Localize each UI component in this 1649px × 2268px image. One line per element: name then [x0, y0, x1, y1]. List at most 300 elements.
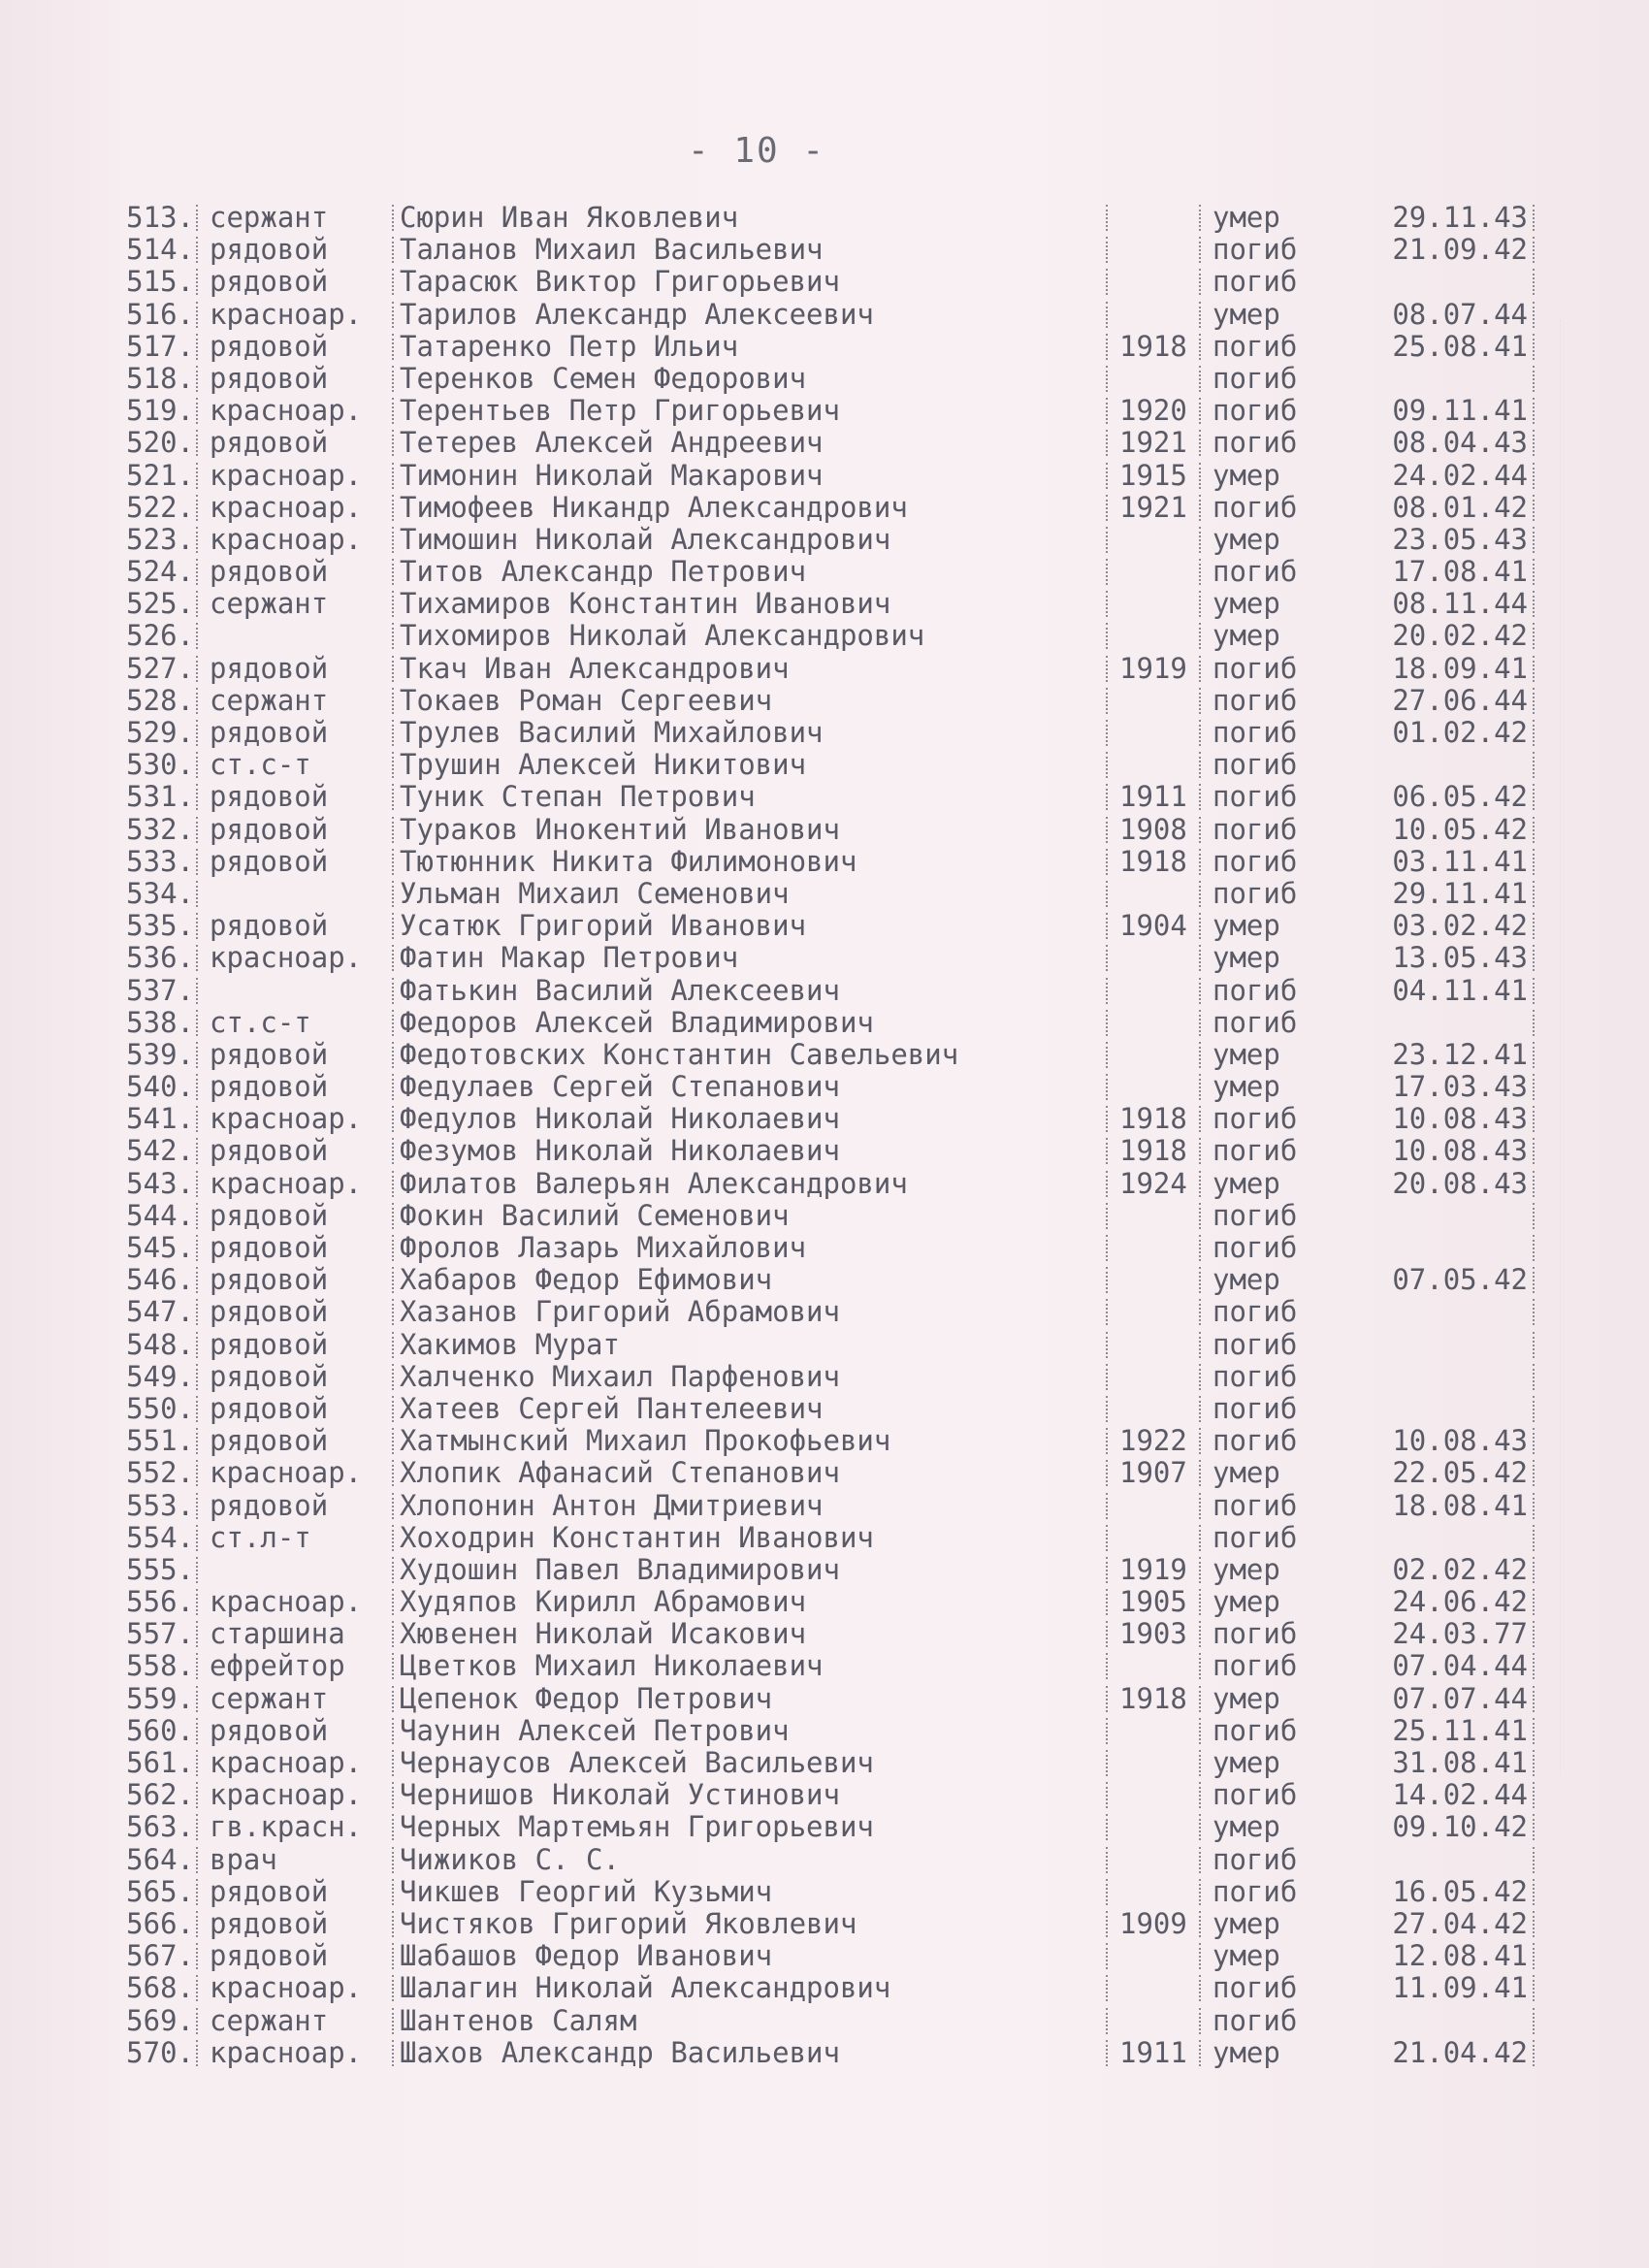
column-separator [1199, 881, 1201, 907]
list-row [0, 1457, 1649, 1489]
row-date: 04.11.41 [1392, 973, 1528, 1007]
list-row [0, 878, 1649, 910]
row-number: 539. [126, 1037, 194, 1071]
column-separator [1199, 1428, 1201, 1454]
column-separator [1106, 1525, 1108, 1551]
column-separator [1533, 1299, 1535, 1325]
casualty-list [0, 202, 1649, 2069]
row-status: погиб [1212, 329, 1298, 363]
column-separator [392, 1975, 394, 2001]
row-birth-year: 1919 [1119, 1552, 1187, 1586]
column-separator [1106, 1010, 1108, 1036]
column-separator [1106, 495, 1108, 521]
row-status: умер [1212, 201, 1280, 234]
column-separator [1199, 591, 1201, 617]
row-rank: ст.л-т [210, 1520, 311, 1554]
row-number: 534. [126, 876, 194, 910]
row-number: 515. [126, 265, 194, 299]
column-separator [1533, 1042, 1535, 1068]
column-separator [392, 752, 394, 778]
column-separator [1199, 334, 1201, 360]
column-separator [392, 784, 394, 810]
column-separator [1199, 302, 1201, 328]
row-number: 517. [126, 329, 194, 363]
column-separator [1199, 1138, 1201, 1164]
row-status: погиб [1212, 973, 1298, 1007]
row-rank: рядовой [210, 1037, 329, 1071]
row-rank: красноар. [210, 1746, 363, 1779]
column-separator [1199, 237, 1201, 263]
column-separator [1106, 1138, 1108, 1164]
list-row [0, 1554, 1649, 1586]
column-separator [1533, 1686, 1535, 1712]
row-number: 528. [126, 683, 194, 717]
column-separator [1199, 1010, 1201, 1036]
row-status: погиб [1212, 1134, 1298, 1168]
column-separator [1106, 527, 1108, 553]
row-birth-year: 1905 [1119, 1585, 1187, 1619]
row-date: 17.08.41 [1392, 555, 1528, 589]
row-name: Теренков Семен Федорович [400, 361, 807, 395]
column-separator [1106, 1782, 1108, 1808]
column-separator [1199, 527, 1201, 553]
column-separator [392, 1847, 394, 1873]
row-number: 513. [126, 201, 194, 234]
column-separator [392, 1653, 394, 1679]
list-row [0, 846, 1649, 878]
column-separator [392, 398, 394, 424]
row-number: 536. [126, 941, 194, 975]
row-rank: красноар. [210, 490, 363, 524]
list-row [0, 1007, 1649, 1039]
row-name: Усатюк Григорий Иванович [400, 909, 807, 943]
row-rank: сержант [210, 2003, 329, 2037]
column-separator [392, 1396, 394, 1422]
column-separator [196, 1203, 198, 1229]
row-status: погиб [1212, 1617, 1298, 1651]
list-row [0, 1103, 1649, 1135]
column-separator [392, 2008, 394, 2034]
row-number: 530. [126, 748, 194, 782]
row-status: погиб [1212, 1359, 1298, 1393]
column-separator [196, 302, 198, 328]
column-separator [196, 1975, 198, 2001]
column-separator [1106, 1653, 1108, 1679]
row-birth-year: 1911 [1119, 2035, 1187, 2069]
row-status: погиб [1212, 1842, 1298, 1876]
column-separator [1199, 1879, 1201, 1905]
row-status: погиб [1212, 1327, 1298, 1361]
row-name: Тихомиров Николай Александрович [400, 619, 925, 653]
list-row [0, 1425, 1649, 1457]
column-separator [392, 656, 394, 682]
row-rank: красноар. [210, 1166, 363, 1200]
column-separator [1106, 1718, 1108, 1744]
row-number: 546. [126, 1263, 194, 1297]
column-separator [1199, 1621, 1201, 1647]
column-separator [1106, 1814, 1108, 1840]
row-number: 544. [126, 1198, 194, 1232]
column-separator [1533, 463, 1535, 489]
row-status: погиб [1212, 1005, 1298, 1039]
list-row [0, 717, 1649, 749]
column-separator [196, 1106, 198, 1132]
column-separator [392, 1621, 394, 1647]
row-date: 20.02.42 [1392, 619, 1528, 653]
column-separator [196, 1010, 198, 1036]
list-row [0, 1940, 1649, 1972]
column-separator [1199, 1557, 1201, 1583]
column-separator [1533, 1203, 1535, 1229]
column-separator [1106, 591, 1108, 617]
row-rank: красноар. [210, 2035, 363, 2069]
row-status: погиб [1212, 1424, 1298, 1458]
column-separator [1533, 430, 1535, 456]
column-separator [196, 784, 198, 810]
list-row [0, 1683, 1649, 1715]
column-separator [1106, 1106, 1108, 1132]
row-date: 29.11.43 [1392, 201, 1528, 234]
column-separator [1106, 269, 1108, 295]
column-separator [1533, 1557, 1535, 1583]
row-name: Чернишов Николай Устинович [400, 1778, 840, 1812]
column-separator [196, 1074, 198, 1100]
column-separator [1533, 1879, 1535, 1905]
column-separator [1533, 1396, 1535, 1422]
row-name: Тимонин Николай Макарович [400, 458, 824, 492]
column-separator [1533, 237, 1535, 263]
row-status: умер [1212, 458, 1280, 492]
list-row [0, 234, 1649, 266]
column-separator [392, 463, 394, 489]
column-separator [1533, 1171, 1535, 1197]
column-separator [392, 881, 394, 907]
list-row [0, 1811, 1649, 1843]
column-separator [196, 978, 198, 1004]
row-rank: рядовой [210, 1295, 329, 1329]
column-separator [1533, 1718, 1535, 1744]
column-separator [1106, 1911, 1108, 1937]
column-separator [392, 623, 394, 649]
column-separator [392, 1879, 394, 1905]
page-number: - 10 - [687, 131, 826, 171]
column-separator [1199, 1814, 1201, 1840]
list-row [0, 331, 1649, 363]
row-date: 24.03.77 [1392, 1617, 1528, 1651]
row-name: Федоров Алексей Владимирович [400, 1005, 874, 1039]
column-separator [1199, 495, 1201, 521]
list-row [0, 1715, 1649, 1747]
row-status: погиб [1212, 1778, 1298, 1812]
column-separator [1106, 1235, 1108, 1261]
row-status: погиб [1212, 812, 1298, 846]
column-separator [1533, 1814, 1535, 1840]
column-separator [196, 1621, 198, 1647]
list-row [0, 1039, 1649, 1071]
row-name: Хоходрин Константин Иванович [400, 1520, 874, 1554]
column-separator [1533, 1428, 1535, 1454]
row-status: погиб [1212, 361, 1298, 395]
row-rank: рядовой [210, 555, 329, 589]
column-separator [392, 1364, 394, 1390]
row-number: 566. [126, 1906, 194, 1940]
column-separator [1106, 2040, 1108, 2066]
column-separator [1533, 1074, 1535, 1100]
column-separator [1199, 1782, 1201, 1808]
column-separator [1199, 1364, 1201, 1390]
column-separator [1533, 881, 1535, 907]
column-separator [1106, 849, 1108, 875]
column-separator [1533, 1106, 1535, 1132]
column-separator [1199, 1171, 1201, 1197]
column-separator [1106, 720, 1108, 746]
column-separator [196, 1525, 198, 1551]
row-number: 519. [126, 394, 194, 428]
row-date: 14.02.44 [1392, 1778, 1528, 1812]
row-name: Фезумов Николай Николаевич [400, 1134, 840, 1168]
row-rank: рядовой [210, 1424, 329, 1458]
row-status: умер [1212, 1585, 1280, 1619]
row-name: Терентьев Петр Григорьевич [400, 394, 840, 428]
column-separator [1533, 1975, 1535, 2001]
row-birth-year: 1921 [1119, 426, 1187, 460]
row-date: 21.04.42 [1392, 2035, 1528, 2069]
row-name: Трулев Василий Михайлович [400, 716, 824, 749]
column-separator [1199, 1975, 1201, 2001]
row-rank: рядовой [210, 716, 329, 749]
list-row [0, 942, 1649, 974]
row-date: 23.12.41 [1392, 1037, 1528, 1071]
column-separator [196, 527, 198, 553]
row-status: погиб [1212, 265, 1298, 299]
column-separator [1533, 688, 1535, 714]
row-name: Тихамиров Константин Иванович [400, 587, 891, 621]
row-rank: гв.красн. [210, 1810, 363, 1844]
list-row [0, 524, 1649, 556]
row-status: умер [1212, 1746, 1280, 1779]
column-separator [1106, 1621, 1108, 1647]
column-separator [392, 559, 394, 585]
column-separator [196, 688, 198, 714]
row-status: погиб [1212, 651, 1298, 685]
column-separator [196, 2008, 198, 2034]
row-date: 08.07.44 [1392, 297, 1528, 331]
column-separator [1199, 656, 1201, 682]
row-rank: рядовой [210, 329, 329, 363]
row-date: 24.06.42 [1392, 1585, 1528, 1619]
list-row [0, 556, 1649, 588]
row-rank: рядовой [210, 1359, 329, 1393]
column-separator [1106, 398, 1108, 424]
row-rank: рядовой [210, 651, 329, 685]
column-separator [392, 527, 394, 553]
row-date: 09.11.41 [1392, 394, 1528, 428]
row-date: 24.02.44 [1392, 458, 1528, 492]
column-separator [392, 720, 394, 746]
list-row [0, 1232, 1649, 1264]
row-rank: красноар. [210, 1456, 363, 1490]
row-rank: рядовой [210, 1263, 329, 1297]
column-separator [1199, 1460, 1201, 1486]
column-separator [1106, 1879, 1108, 1905]
column-separator [1199, 1074, 1201, 1100]
row-date: 10.08.43 [1392, 1424, 1528, 1458]
list-row [0, 266, 1649, 298]
column-separator [1533, 1653, 1535, 1679]
column-separator [196, 720, 198, 746]
row-number: 518. [126, 361, 194, 395]
column-separator [392, 913, 394, 939]
row-number: 547. [126, 1295, 194, 1329]
row-date: 18.08.41 [1392, 1488, 1528, 1522]
row-number: 557. [126, 1617, 194, 1651]
column-separator [196, 2040, 198, 2066]
column-separator [196, 1138, 198, 1164]
row-rank: рядовой [210, 1713, 329, 1747]
column-separator [1106, 1267, 1108, 1293]
column-separator [1106, 1589, 1108, 1615]
row-number: 545. [126, 1231, 194, 1264]
row-name: Цветков Михаил Николаевич [400, 1649, 824, 1683]
row-status: умер [1212, 1681, 1280, 1715]
row-birth-year: 1921 [1119, 490, 1187, 524]
row-rank: рядовой [210, 1134, 329, 1168]
row-status: погиб [1212, 2003, 1298, 2037]
column-separator [1199, 1943, 1201, 1969]
row-birth-year: 1918 [1119, 1681, 1187, 1715]
row-rank: ст.с-т [210, 1005, 311, 1039]
row-number: 529. [126, 716, 194, 749]
column-separator [1106, 1750, 1108, 1776]
row-rank: красноар. [210, 297, 363, 331]
column-separator [1106, 752, 1108, 778]
row-status: погиб [1212, 1391, 1298, 1425]
row-rank: старшина [210, 1617, 345, 1651]
column-separator [1106, 559, 1108, 585]
column-separator [196, 463, 198, 489]
column-separator [1106, 430, 1108, 456]
list-row [0, 1135, 1649, 1167]
column-separator [1106, 334, 1108, 360]
column-separator [1106, 1975, 1108, 2001]
row-date: 16.05.42 [1392, 1874, 1528, 1908]
row-date: 07.05.42 [1392, 1263, 1528, 1297]
column-separator [1533, 2040, 1535, 2066]
row-rank: рядовой [210, 1906, 329, 1940]
column-separator [1199, 1847, 1201, 1873]
row-rank: сержант [210, 1681, 329, 1715]
row-birth-year: 1909 [1119, 1906, 1187, 1940]
row-rank: рядовой [210, 780, 329, 814]
row-number: 527. [126, 651, 194, 685]
row-status: погиб [1212, 1102, 1298, 1136]
column-separator [1533, 1589, 1535, 1615]
column-separator [196, 495, 198, 521]
column-separator [1106, 237, 1108, 263]
row-rank: рядовой [210, 1231, 329, 1264]
row-name: Тимошин Николай Александрович [400, 522, 891, 556]
column-separator [196, 269, 198, 295]
row-name: Худяпов Кирилл Абрамович [400, 1585, 807, 1619]
row-name: Тютюнник Никита Филимонович [400, 844, 857, 878]
row-name: Шабашов Федор Иванович [400, 1939, 773, 1973]
column-separator [392, 1171, 394, 1197]
column-separator [1533, 1847, 1535, 1873]
row-number: 567. [126, 1939, 194, 1973]
column-separator [1199, 559, 1201, 585]
column-separator [392, 1106, 394, 1132]
row-date: 23.05.43 [1392, 522, 1528, 556]
row-rank: ефрейтор [210, 1649, 345, 1683]
row-number: 561. [126, 1746, 194, 1779]
row-name: Федулов Николай Николаевич [400, 1102, 840, 1136]
row-name: Чистяков Григорий Яковлевич [400, 1906, 857, 1940]
column-separator [1533, 784, 1535, 810]
row-date: 21.09.42 [1392, 233, 1528, 267]
row-name: Фролов Лазарь Михайлович [400, 1231, 807, 1264]
column-separator [1533, 302, 1535, 328]
column-separator [196, 1814, 198, 1840]
column-separator [196, 398, 198, 424]
column-separator [1533, 1267, 1535, 1293]
row-status: умер [1212, 1906, 1280, 1940]
row-birth-year: 1915 [1119, 458, 1187, 492]
row-status: погиб [1212, 1198, 1298, 1232]
column-separator [1199, 978, 1201, 1004]
column-separator [1106, 623, 1108, 649]
row-name: Чаунин Алексей Петрович [400, 1713, 790, 1747]
list-row [0, 749, 1649, 781]
list-row [0, 395, 1649, 427]
column-separator [1199, 752, 1201, 778]
row-name: Чернаусов Алексей Васильевич [400, 1746, 874, 1779]
row-name: Хлопик Афанасий Степанович [400, 1456, 840, 1490]
row-number: 559. [126, 1681, 194, 1715]
row-birth-year: 1907 [1119, 1456, 1187, 1490]
column-separator [1106, 302, 1108, 328]
list-row [0, 1586, 1649, 1618]
column-separator [392, 1299, 394, 1325]
row-date: 11.09.41 [1392, 1971, 1528, 2005]
column-separator [1199, 1686, 1201, 1712]
row-number: 540. [126, 1070, 194, 1104]
column-separator [392, 334, 394, 360]
row-status: умер [1212, 1939, 1280, 1973]
list-row [0, 1972, 1649, 2004]
row-number: 535. [126, 909, 194, 943]
column-separator [1199, 1267, 1201, 1293]
column-separator [1199, 463, 1201, 489]
column-separator [196, 1460, 198, 1486]
column-separator [392, 591, 394, 617]
row-birth-year: 1904 [1119, 909, 1187, 943]
column-separator [196, 237, 198, 263]
column-separator [196, 913, 198, 939]
column-separator [1106, 1396, 1108, 1422]
column-separator [1533, 623, 1535, 649]
row-status: умер [1212, 1166, 1280, 1200]
row-number: 531. [126, 780, 194, 814]
row-number: 570. [126, 2035, 194, 2069]
column-separator [1106, 1943, 1108, 1969]
column-separator [392, 366, 394, 392]
column-separator [196, 752, 198, 778]
column-separator [196, 1267, 198, 1293]
row-name: Фокин Василий Семенович [400, 1198, 790, 1232]
row-rank: рядовой [210, 1198, 329, 1232]
list-row [0, 492, 1649, 524]
column-separator [196, 1718, 198, 1744]
